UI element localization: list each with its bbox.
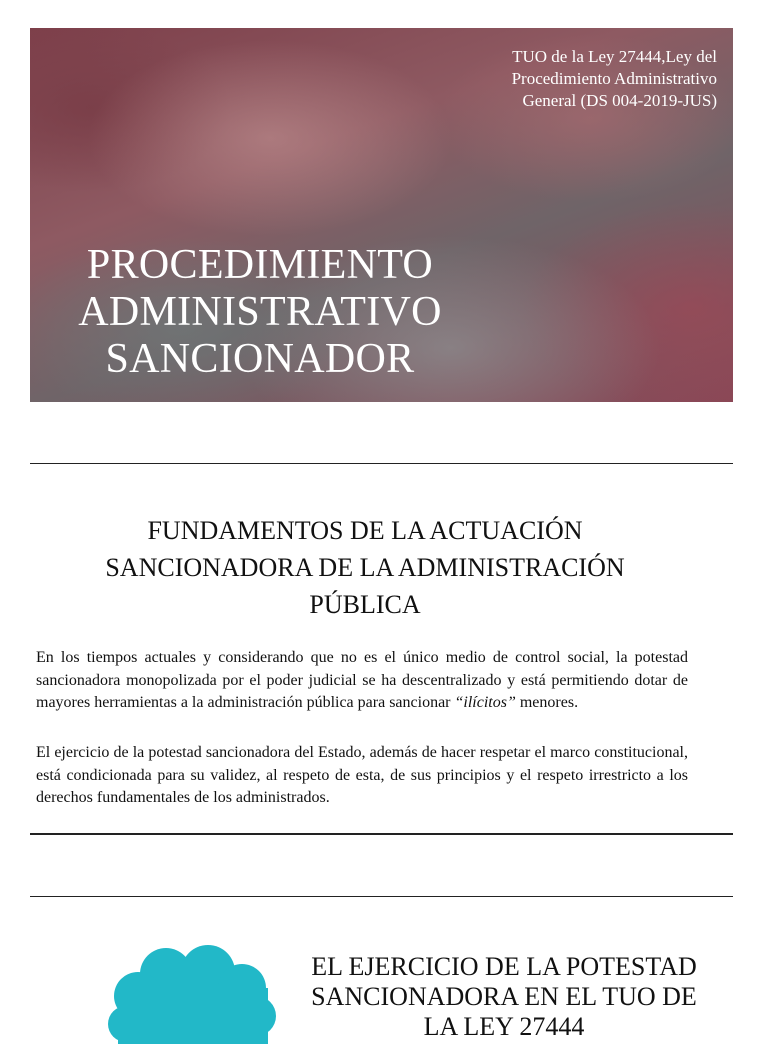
hero-subtitle-line: TUO de la Ley 27444,Ley del bbox=[512, 47, 717, 66]
paragraph-intro bbox=[36, 647, 688, 715]
divider-top bbox=[30, 463, 733, 464]
paragraph-potestad: El ejercicio de la potestad sancionadora del Estado, además de hacer respetar el marco constitucional, está condicionada para su validez, al respeto de esta, de sus principios y el respeto irrestricto a los derechos fundamentales de los administrados. bbox=[36, 744, 688, 806]
hero-subtitle bbox=[417, 46, 717, 112]
hero-title-line: ADMINISTRATIVO bbox=[78, 289, 442, 335]
next-section-title-line: EL EJERCICIO DE LA POTESTAD bbox=[311, 952, 697, 981]
divider-bottom bbox=[30, 896, 733, 897]
hero-banner bbox=[30, 28, 733, 402]
paragraph-intro-tail: menores. bbox=[515, 694, 579, 711]
section-title-line: SANCIONADORA DE LA ADMINISTRACIÓN bbox=[105, 553, 625, 582]
next-section-title bbox=[286, 952, 722, 1042]
section-title-line: PÚBLICA bbox=[309, 590, 421, 619]
next-section-title-line: LA LEY 27444 bbox=[423, 1012, 585, 1041]
hero-title bbox=[50, 242, 470, 383]
section-title bbox=[30, 512, 700, 623]
paragraph-intro-text: En los tiempos actuales y considerando que no es el único medio de control social, la potestad sancionadora monopolizada por el poder judicial se ha descentralizado y está permitiendo dotar de mayores herramientas a la administración pública para sancionar bbox=[36, 649, 688, 711]
hero-subtitle-line: General (DS 004-2019-JUS) bbox=[522, 91, 717, 110]
divider-middle bbox=[30, 833, 733, 835]
hero-title-line: PROCEDIMIENTO bbox=[86, 242, 434, 288]
next-section-title-line: SANCIONADORA EN EL TUO DE bbox=[311, 982, 697, 1011]
section-title-line: FUNDAMENTOS DE LA ACTUACIÓN bbox=[147, 516, 583, 545]
hero-title-line: SANCIONADOR bbox=[105, 336, 415, 382]
cloud-icon bbox=[108, 944, 278, 1044]
hero-subtitle-line: Procedimiento Administrativo bbox=[511, 69, 717, 88]
paragraph-intro-emphasis: “ilícitos” bbox=[454, 694, 516, 711]
